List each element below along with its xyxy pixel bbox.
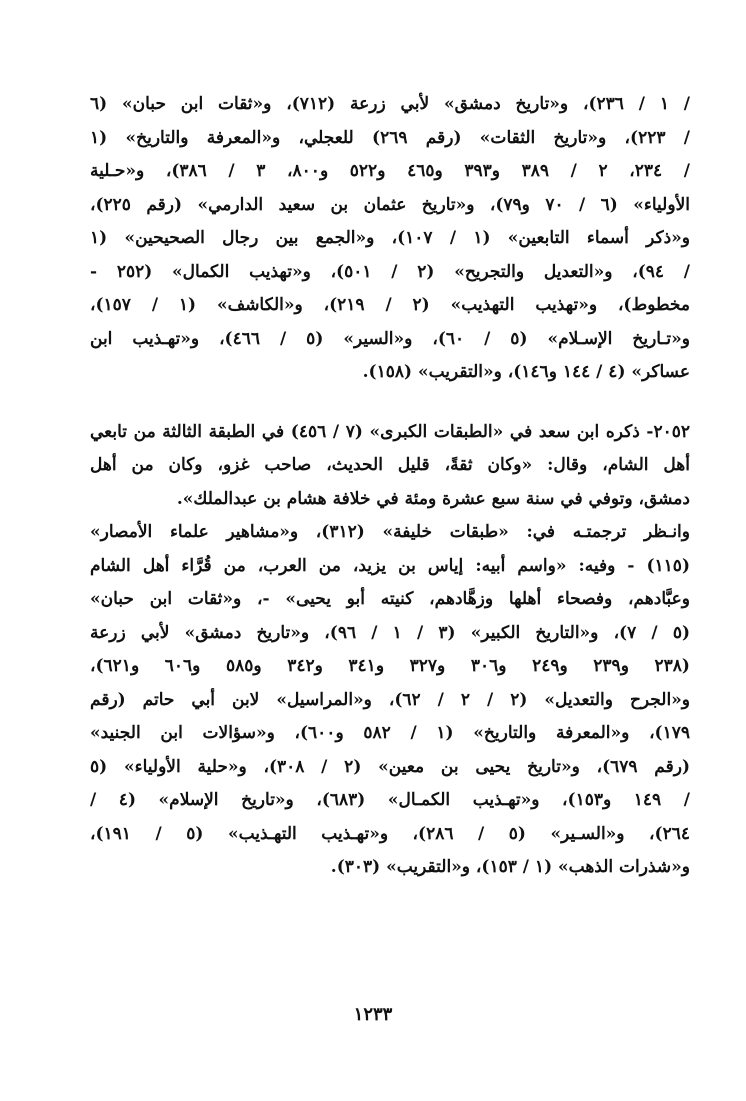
- text-line: الأولياء» (٦ / ٧٠ و٧٩)، و«تاريخ عثمان بن سعيد الدارمي» (رقم ٢٢٥)،: [90, 194, 690, 215]
- footnotes-text: [90, 88, 690, 885]
- text-line: (٢٣٨ و٢٣٩ و٢٤٩ و٣٠٦ و٣٢٧ و٣٤١ و٣٤٢ و٥٨٥ و٦٠٦ و٦٢١)،: [90, 656, 690, 676]
- text-line: ١٧٩)، و«المعرفة والتاريخ» (١ / ٥٨٢ و٦٠٠)، و«سؤالات ابن الجنيد»: [90, 723, 690, 743]
- text-line: (رقم ٦٧٩)، و«تاريخ يحيى بن معين» (٢ / ٣٠٨)، و«حلية الأولياء» (٥: [90, 756, 690, 777]
- text-line: و«الجرح والتعديل» (٢ / ٢ / ٦٢)، و«المراسيل» لابن أبي حاتم (رقم: [90, 689, 690, 710]
- text-line: / ٢٣٤، ٢ / ٣٨٩ و٣٩٣ و٤٦٥ و٥٢٢ و٨٠٠، ٣ / ٣٨٦)، و«حـلية: [90, 161, 690, 181]
- text-line: / ٩٤)، و«التعديل والتجريح» (٢ / ٥٠١)، و«تهذيب الكمال» (٢٥٢ -: [90, 261, 690, 282]
- text-line: وانـظر ترجمتـه في: «طبقات خليفة» (٣١٢)، و«مشاهير علماء الأمصار»: [90, 522, 690, 542]
- text-line: / ١٤٩ و١٥٣)، و«تهـذيب الكمـال» (٦٨٣)، و«تاريخ الإسلام» (٤ /: [90, 790, 690, 810]
- text-line: و«ذكر أسماء التابعين» (١ / ١٠٧)، و«الجمع بين رجال الصحيحين» (١: [90, 228, 690, 248]
- page-number: ١٢٣٣: [353, 1004, 393, 1025]
- text-line: (١١٥) - وفيه: «واسم أبيه: إياس بن يزيد، من العرب، من قُرَّاء أهل الشام: [90, 555, 690, 576]
- text-line: عساكر» (٤ / ١٤٤ و١٤٦)، و«التقريب» (١٥٨).: [362, 362, 690, 382]
- text-line: مخطوط)، و«تهذيب التهذيب» (٢ / ٢١٩)، و«الكاشف» (١ / ١٥٧)،: [90, 295, 690, 315]
- text-line: أهل الشام، وقال: «وكان ثقةً، قليل الحديث، صاحب غزو، وكان من أهل: [90, 455, 690, 475]
- text-line: / ٢٢٣)، و«تاريخ الثقات» (رقم ٢٦٩) للعجلي، و«المعرفة والتاريخ» (١: [90, 127, 690, 148]
- text-line: / ١ / ٢٣٦)، و«تاريخ دمشق» لأبي زرعة (٧١٢)، و«ثقات ابن حبان» (٦: [90, 94, 690, 114]
- text-line: و«شذرات الذهب» (١ / ١٥٣)، و«التقريب» (٣٠٣).: [330, 857, 690, 877]
- paragraph-gap: [90, 390, 690, 416]
- text-line: دمشق، وتوفي في سنة سبع عشرة ومئة في خلافة هشام بن عبدالملك».: [176, 488, 690, 509]
- text-line: وعبَّادهم، وفصحاء أهلها وزهَّادهم، كنيته أبو يحيى» -، و«ثقات ابن حبان»: [90, 589, 690, 609]
- text-line: و«تـاريخ الإسـلام» (٥ / ٦٠)، و«السير» (٥ / ٤٦٦)، و«تهـذيب ابن: [90, 328, 690, 349]
- text-line: (٥ / ٧)، و«التاريخ الكبير» (٣ / ١ / ٩٦)، و«تاريخ دمشق» لأبي زرعة: [90, 622, 690, 643]
- text-line: ٢٦٤)، و«السـير» (٥ / ٢٨٦)، و«تهـذيب التهـذيب» (٥ / ١٩١)،: [90, 823, 690, 844]
- text-line: ٢٠٥٢- ذكره ابن سعد في «الطبقات الكبرى» (٧ / ٤٥٦) في الطبقة الثالثة من تابعي: [90, 421, 690, 442]
